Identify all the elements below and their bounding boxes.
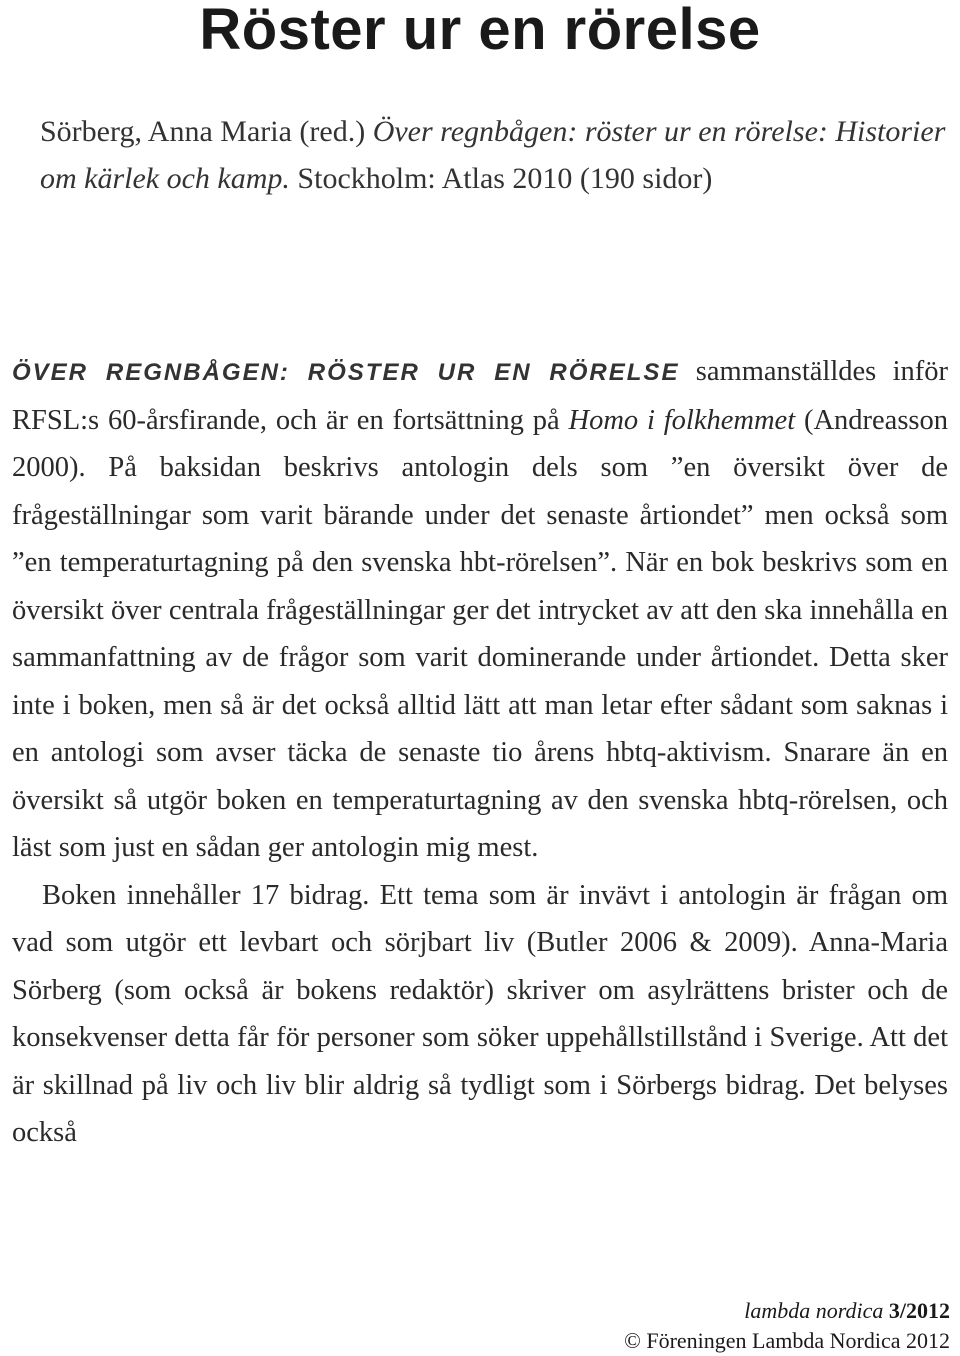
journal-name: lambda nordica: [744, 1298, 884, 1323]
citation-publication: Stockholm: Atlas 2010 (190 sidor): [297, 162, 713, 195]
journal-issue: 3/2012: [888, 1298, 950, 1323]
paragraph-1: [12, 348, 948, 872]
book-citation: [40, 108, 946, 202]
reference-title: Homo i folkhemmet: [568, 404, 796, 436]
lead-in-title: ÖVER REGNBÅGEN: RÖSTER UR EN RÖRELSE: [12, 359, 680, 386]
copyright-line: © Föreningen Lambda Nordica 2012: [624, 1328, 950, 1353]
paragraph-1-text-a: sammanställdes inför RFSL:s 60-årsfirande, och är en fortsättning på: [12, 356, 948, 436]
citation-book-title: Över regnbågen: röster ur en rörelse: Historier om kärlek och kamp.: [40, 115, 946, 195]
paragraph-1-text-b: (Andreasson 2000). På baksidan beskrivs antologin dels som ”en översikt över de frågeställningar som varit bärande under det senaste årtiondet” men också som ”en temperaturtagning på den svenska hbt-rörelsen”. När en bok beskrivs som en översikt över centrala frågeställningar ger det intrycket av att den ska innehålla en sammanfattning av de frågor som varit dominerande under årtiondet. Detta sker inte i boken, men så är det också alltid lätt att man letar efter sådant som saknas i en antologi som avser täcka de senaste tio årens hbtq-aktivism. Snarare än en översikt så utgör boken en temperaturtagning av den svenska hbtq-rörelsen, och läst som just en sådan ger antologin mig mest.: [12, 404, 949, 863]
citation-author: Sörberg, Anna Maria (red.): [40, 115, 366, 148]
page-title: Röster ur en rörelse: [199, 0, 761, 62]
page-footer: [624, 1296, 950, 1356]
paragraph-2: Boken innehåller 17 bidrag. Ett tema som är invävt i antologin är frågan om vad som utgör ett levbart och sörjbart liv (Butler 2006 & 2009). Anna-Maria Sörberg (som också är bokens redaktör) skriver om asylrättens brister och de konsekvenser detta får för personer som söker uppehållstillstånd i Sverige. Att det är skillnad på liv och liv blir aldrig så tydligt som i Sörbergs bidrag. Det belyses också: [12, 879, 948, 1148]
review-body: [12, 348, 948, 1157]
journal-line: [624, 1296, 950, 1326]
